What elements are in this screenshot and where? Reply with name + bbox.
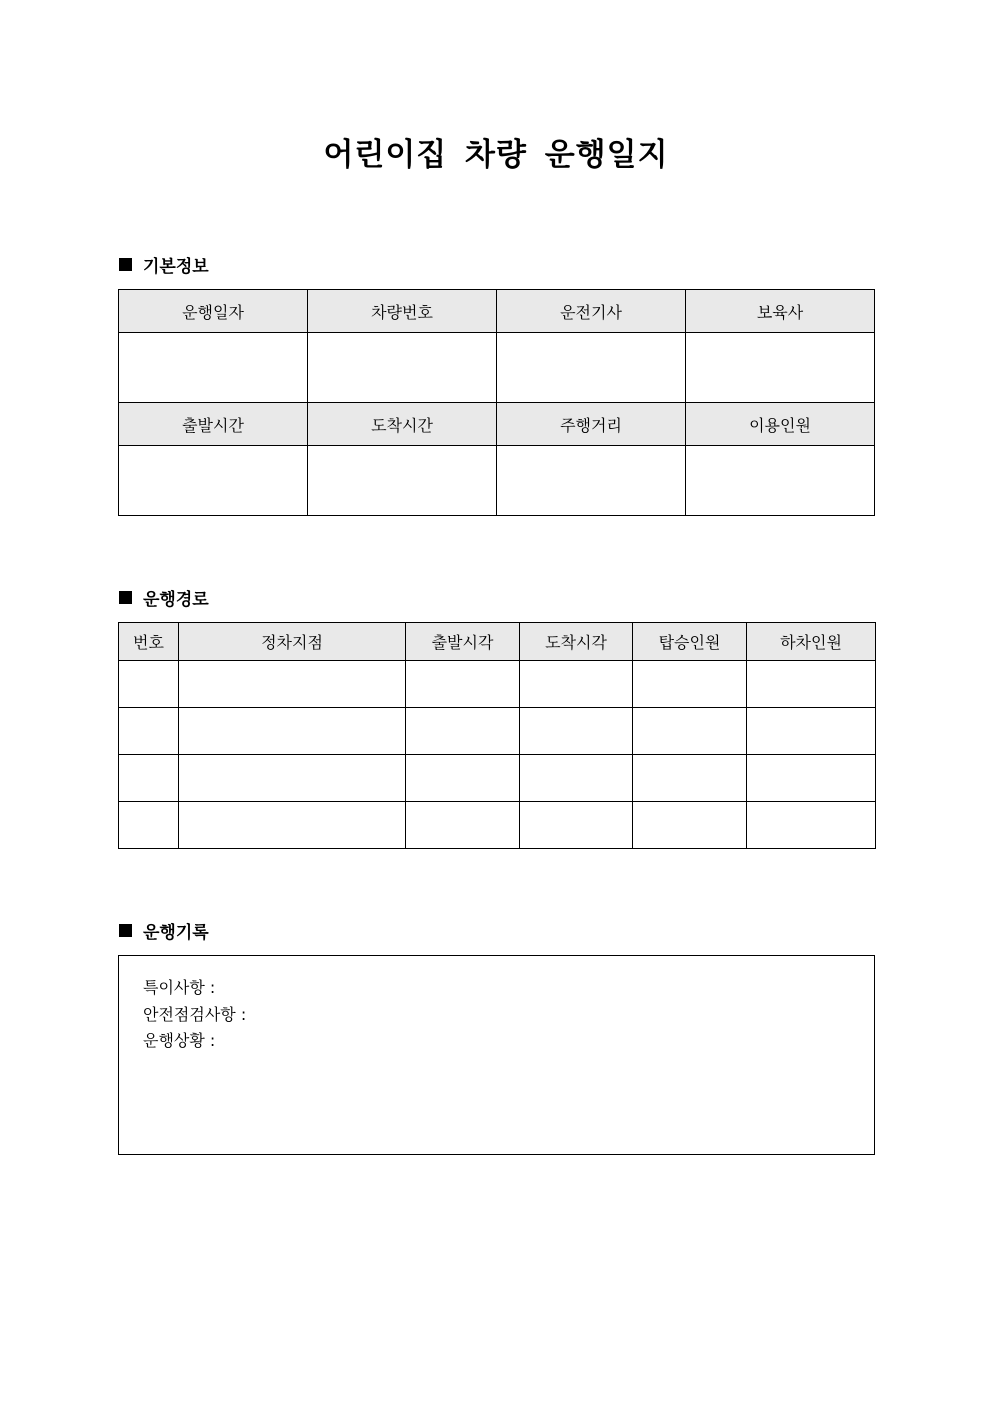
table-row — [119, 755, 876, 802]
header-cell-drive-date: 운행일자 — [119, 290, 308, 333]
table-cell[interactable] — [406, 755, 520, 802]
input-cell-drive-date[interactable] — [119, 333, 308, 403]
header-cell-departure: 출발시각 — [406, 623, 520, 661]
table-header-row — [119, 623, 876, 661]
basic-info-table — [118, 289, 875, 516]
header-cell-departure-time: 출발시간 — [119, 403, 308, 446]
record-lines — [143, 975, 246, 1055]
page-title: 어린이집 차량 운행일지 — [323, 137, 669, 173]
table-cell[interactable] — [747, 755, 876, 802]
square-bullet-icon — [119, 591, 132, 604]
table-row — [119, 446, 875, 516]
section-heading-basic-info — [119, 252, 209, 276]
input-cell-arrival-time[interactable] — [308, 446, 497, 516]
table-header-row — [119, 403, 875, 446]
input-cell-driver[interactable] — [497, 333, 686, 403]
table-cell[interactable] — [179, 755, 406, 802]
section-heading-route — [119, 585, 209, 609]
table-row — [119, 708, 876, 755]
table-cell[interactable] — [179, 708, 406, 755]
record-line-safety-check: 안전점검사항 : — [143, 1004, 247, 1024]
section-heading-label: 운행기록 — [143, 922, 209, 943]
section-heading-label: 기본정보 — [143, 256, 209, 277]
input-cell-caregiver[interactable] — [686, 333, 875, 403]
input-cell-passenger-count[interactable] — [686, 446, 875, 516]
header-cell-distance: 주행거리 — [497, 403, 686, 446]
table-cell[interactable] — [119, 802, 179, 849]
table-cell[interactable] — [179, 661, 406, 708]
input-cell-departure-time[interactable] — [119, 446, 308, 516]
table-cell[interactable] — [406, 708, 520, 755]
record-line-operation-status: 운행상황 : — [143, 1031, 216, 1050]
table-cell[interactable] — [747, 661, 876, 708]
table-cell[interactable] — [520, 708, 633, 755]
header-cell-caregiver: 보육사 — [686, 290, 875, 333]
table-cell[interactable] — [633, 661, 747, 708]
header-cell-driver: 운전기사 — [497, 290, 686, 333]
header-cell-number: 번호 — [119, 623, 179, 661]
table-cell[interactable] — [633, 708, 747, 755]
table-cell[interactable] — [747, 802, 876, 849]
header-cell-stop-location: 정차지점 — [179, 623, 406, 661]
table-cell[interactable] — [179, 802, 406, 849]
table-row — [119, 661, 876, 708]
header-cell-vehicle-number: 차량번호 — [308, 290, 497, 333]
table-cell[interactable] — [406, 661, 520, 708]
table-cell[interactable] — [520, 661, 633, 708]
table-header-row — [119, 290, 875, 333]
input-cell-vehicle-number[interactable] — [308, 333, 497, 403]
square-bullet-icon — [119, 258, 132, 271]
table-cell[interactable] — [633, 802, 747, 849]
record-box[interactable] — [118, 955, 875, 1155]
header-cell-boarding: 탑승인원 — [633, 623, 747, 661]
header-cell-passenger-count: 이용인원 — [686, 403, 875, 446]
table-cell[interactable] — [119, 661, 179, 708]
table-cell[interactable] — [633, 755, 747, 802]
table-cell[interactable] — [119, 708, 179, 755]
table-cell[interactable] — [119, 755, 179, 802]
record-line-notes: 특이사항 : — [143, 978, 216, 997]
input-cell-distance[interactable] — [497, 446, 686, 516]
section-heading-record — [119, 918, 209, 942]
route-table — [118, 622, 876, 849]
header-cell-arrival: 도착시각 — [520, 623, 633, 661]
square-bullet-icon — [119, 924, 132, 937]
table-row — [119, 802, 876, 849]
header-cell-alighting: 하차인원 — [747, 623, 876, 661]
table-cell[interactable] — [520, 802, 633, 849]
table-cell[interactable] — [520, 755, 633, 802]
table-row — [119, 333, 875, 403]
table-cell[interactable] — [747, 708, 876, 755]
section-heading-label: 운행경로 — [143, 589, 209, 610]
header-cell-arrival-time: 도착시간 — [308, 403, 497, 446]
table-cell[interactable] — [406, 802, 520, 849]
